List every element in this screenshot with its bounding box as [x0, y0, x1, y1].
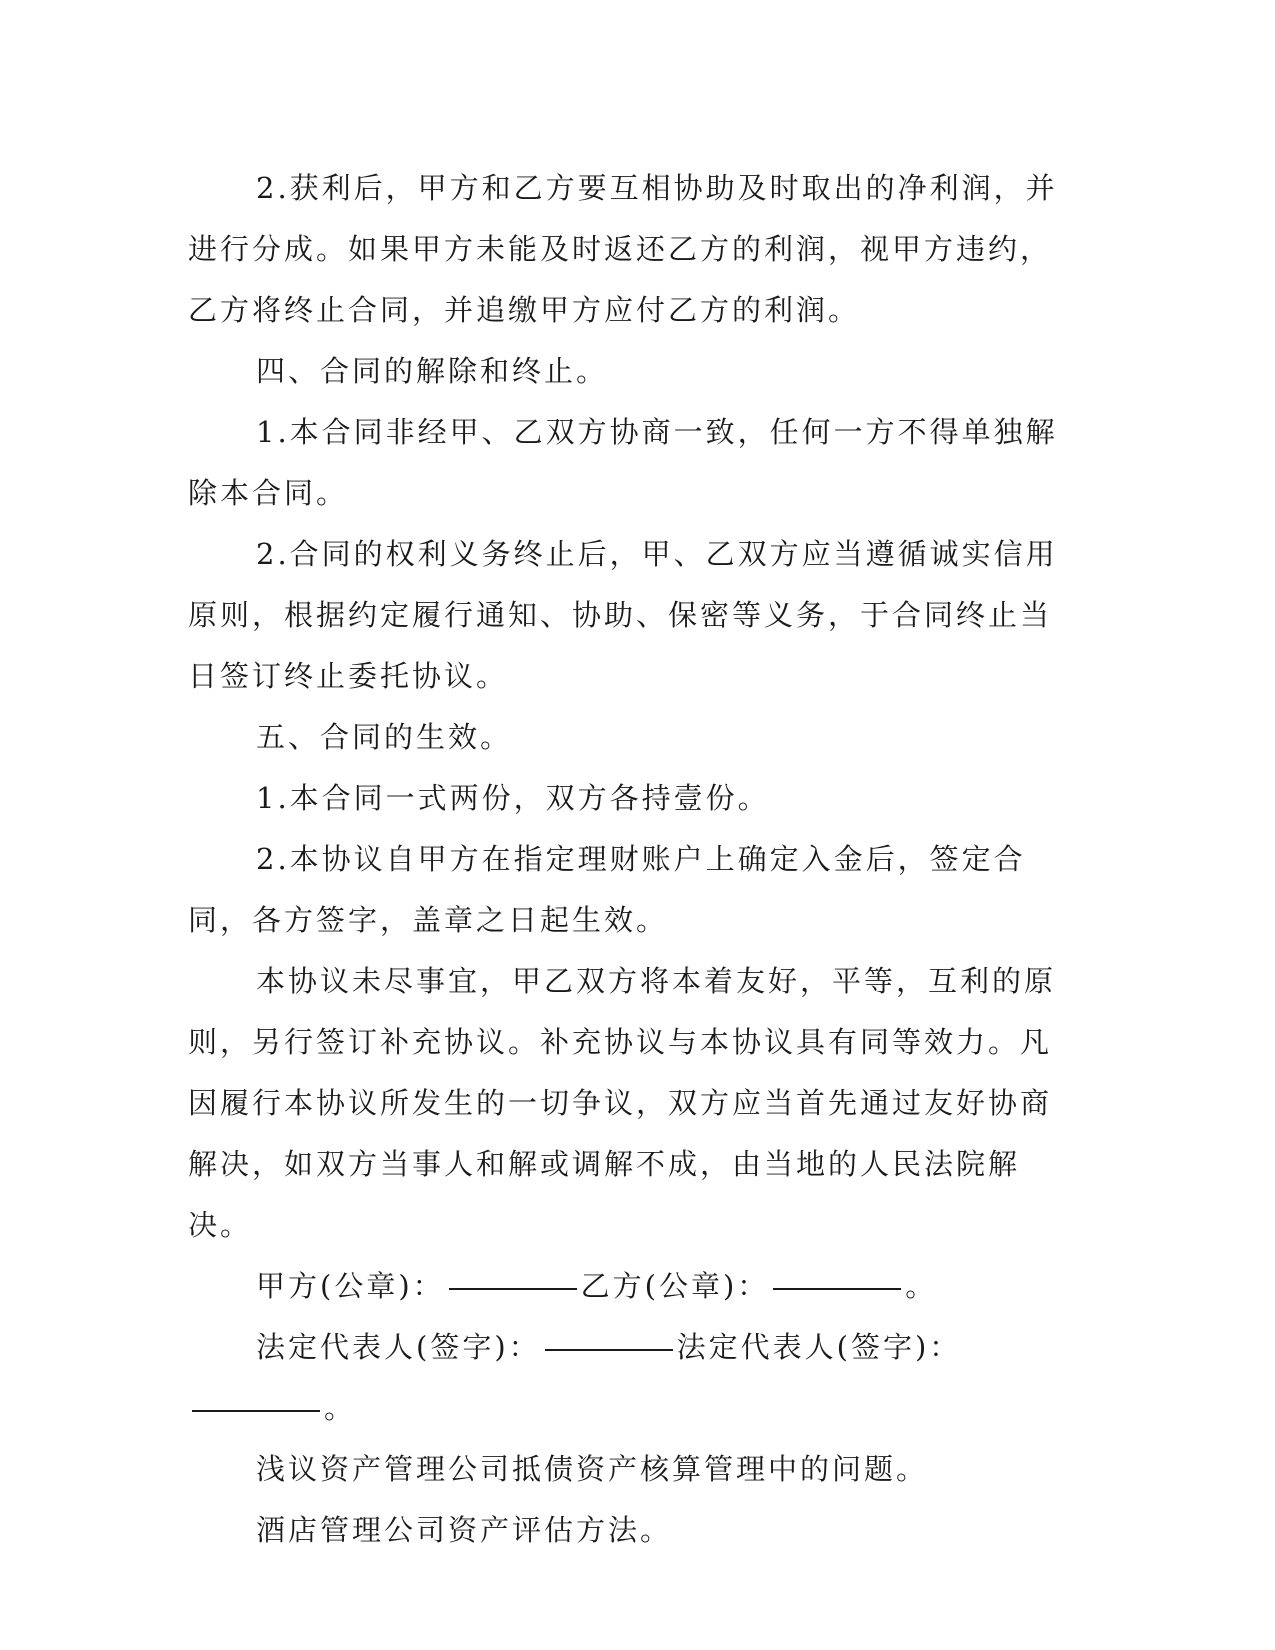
representative-line-end: 。 — [324, 1391, 357, 1425]
rep-a-label: 法定代表人(签字)： — [256, 1330, 541, 1364]
rep-b-label: 法定代表人(签字)： — [676, 1330, 962, 1364]
paragraph-effectiveness-1: 1.本合同一式两份，双方各持壹份。 — [256, 781, 770, 815]
trailing-title-1: 浅议资产管理公司抵债资产核算管理中的问题。 — [256, 1452, 929, 1486]
paragraph-effectiveness-2: 2.本协议自甲方在指定理财账户上确定入金后，签定合同，各方签字，盖章之日起生效。 — [188, 842, 1026, 937]
paragraph-supplementary: 本协议未尽事宜，甲乙双方将本着友好，平等，互利的原则，另行签订补充协议。补充协议与本协议具有同等效力。凡因履行本协议所发生的一切争议，双方应当首先通过友好协商解决，如双方当事人和解或调解不成，由当地的人民法院解决。 — [188, 964, 1057, 1242]
heading-effectiveness: 五、合同的生效。 — [256, 720, 513, 754]
party-b-seal-blank — [773, 1258, 901, 1290]
seal-line-end: 。 — [905, 1269, 938, 1303]
seal-line — [188, 1256, 1068, 1317]
heading-termination: 四、合同的解除和终止。 — [256, 354, 609, 388]
party-a-seal-blank — [449, 1258, 577, 1290]
document-body — [188, 158, 1068, 1561]
paragraph-termination-1: 1.本合同非经甲、乙双方协商一致，任何一方不得单独解除本合同。 — [188, 415, 1058, 510]
rep-a-blank — [545, 1319, 673, 1351]
paragraph-termination-2: 2.合同的权利义务终止后，甲、乙双方应当遵循诚实信用原则，根据约定履行通知、协助、保密等义务，于合同终止当日签订终止委托协议。 — [188, 537, 1058, 693]
trailing-title-2: 酒店管理公司资产评估方法。 — [256, 1513, 673, 1547]
representative-line — [188, 1317, 1068, 1439]
party-b-seal-label: 乙方(公章)： — [580, 1269, 770, 1303]
rep-b-blank — [192, 1380, 320, 1412]
party-a-seal-label: 甲方(公章)： — [256, 1269, 445, 1303]
paragraph-profit-distribution: 2.获利后，甲方和乙方要互相协助及时取出的净利润，并进行分成。如果甲方未能及时返还乙方的利润，视甲方违约，乙方将终止合同，并追缴甲方应付乙方的利润。 — [188, 171, 1058, 327]
